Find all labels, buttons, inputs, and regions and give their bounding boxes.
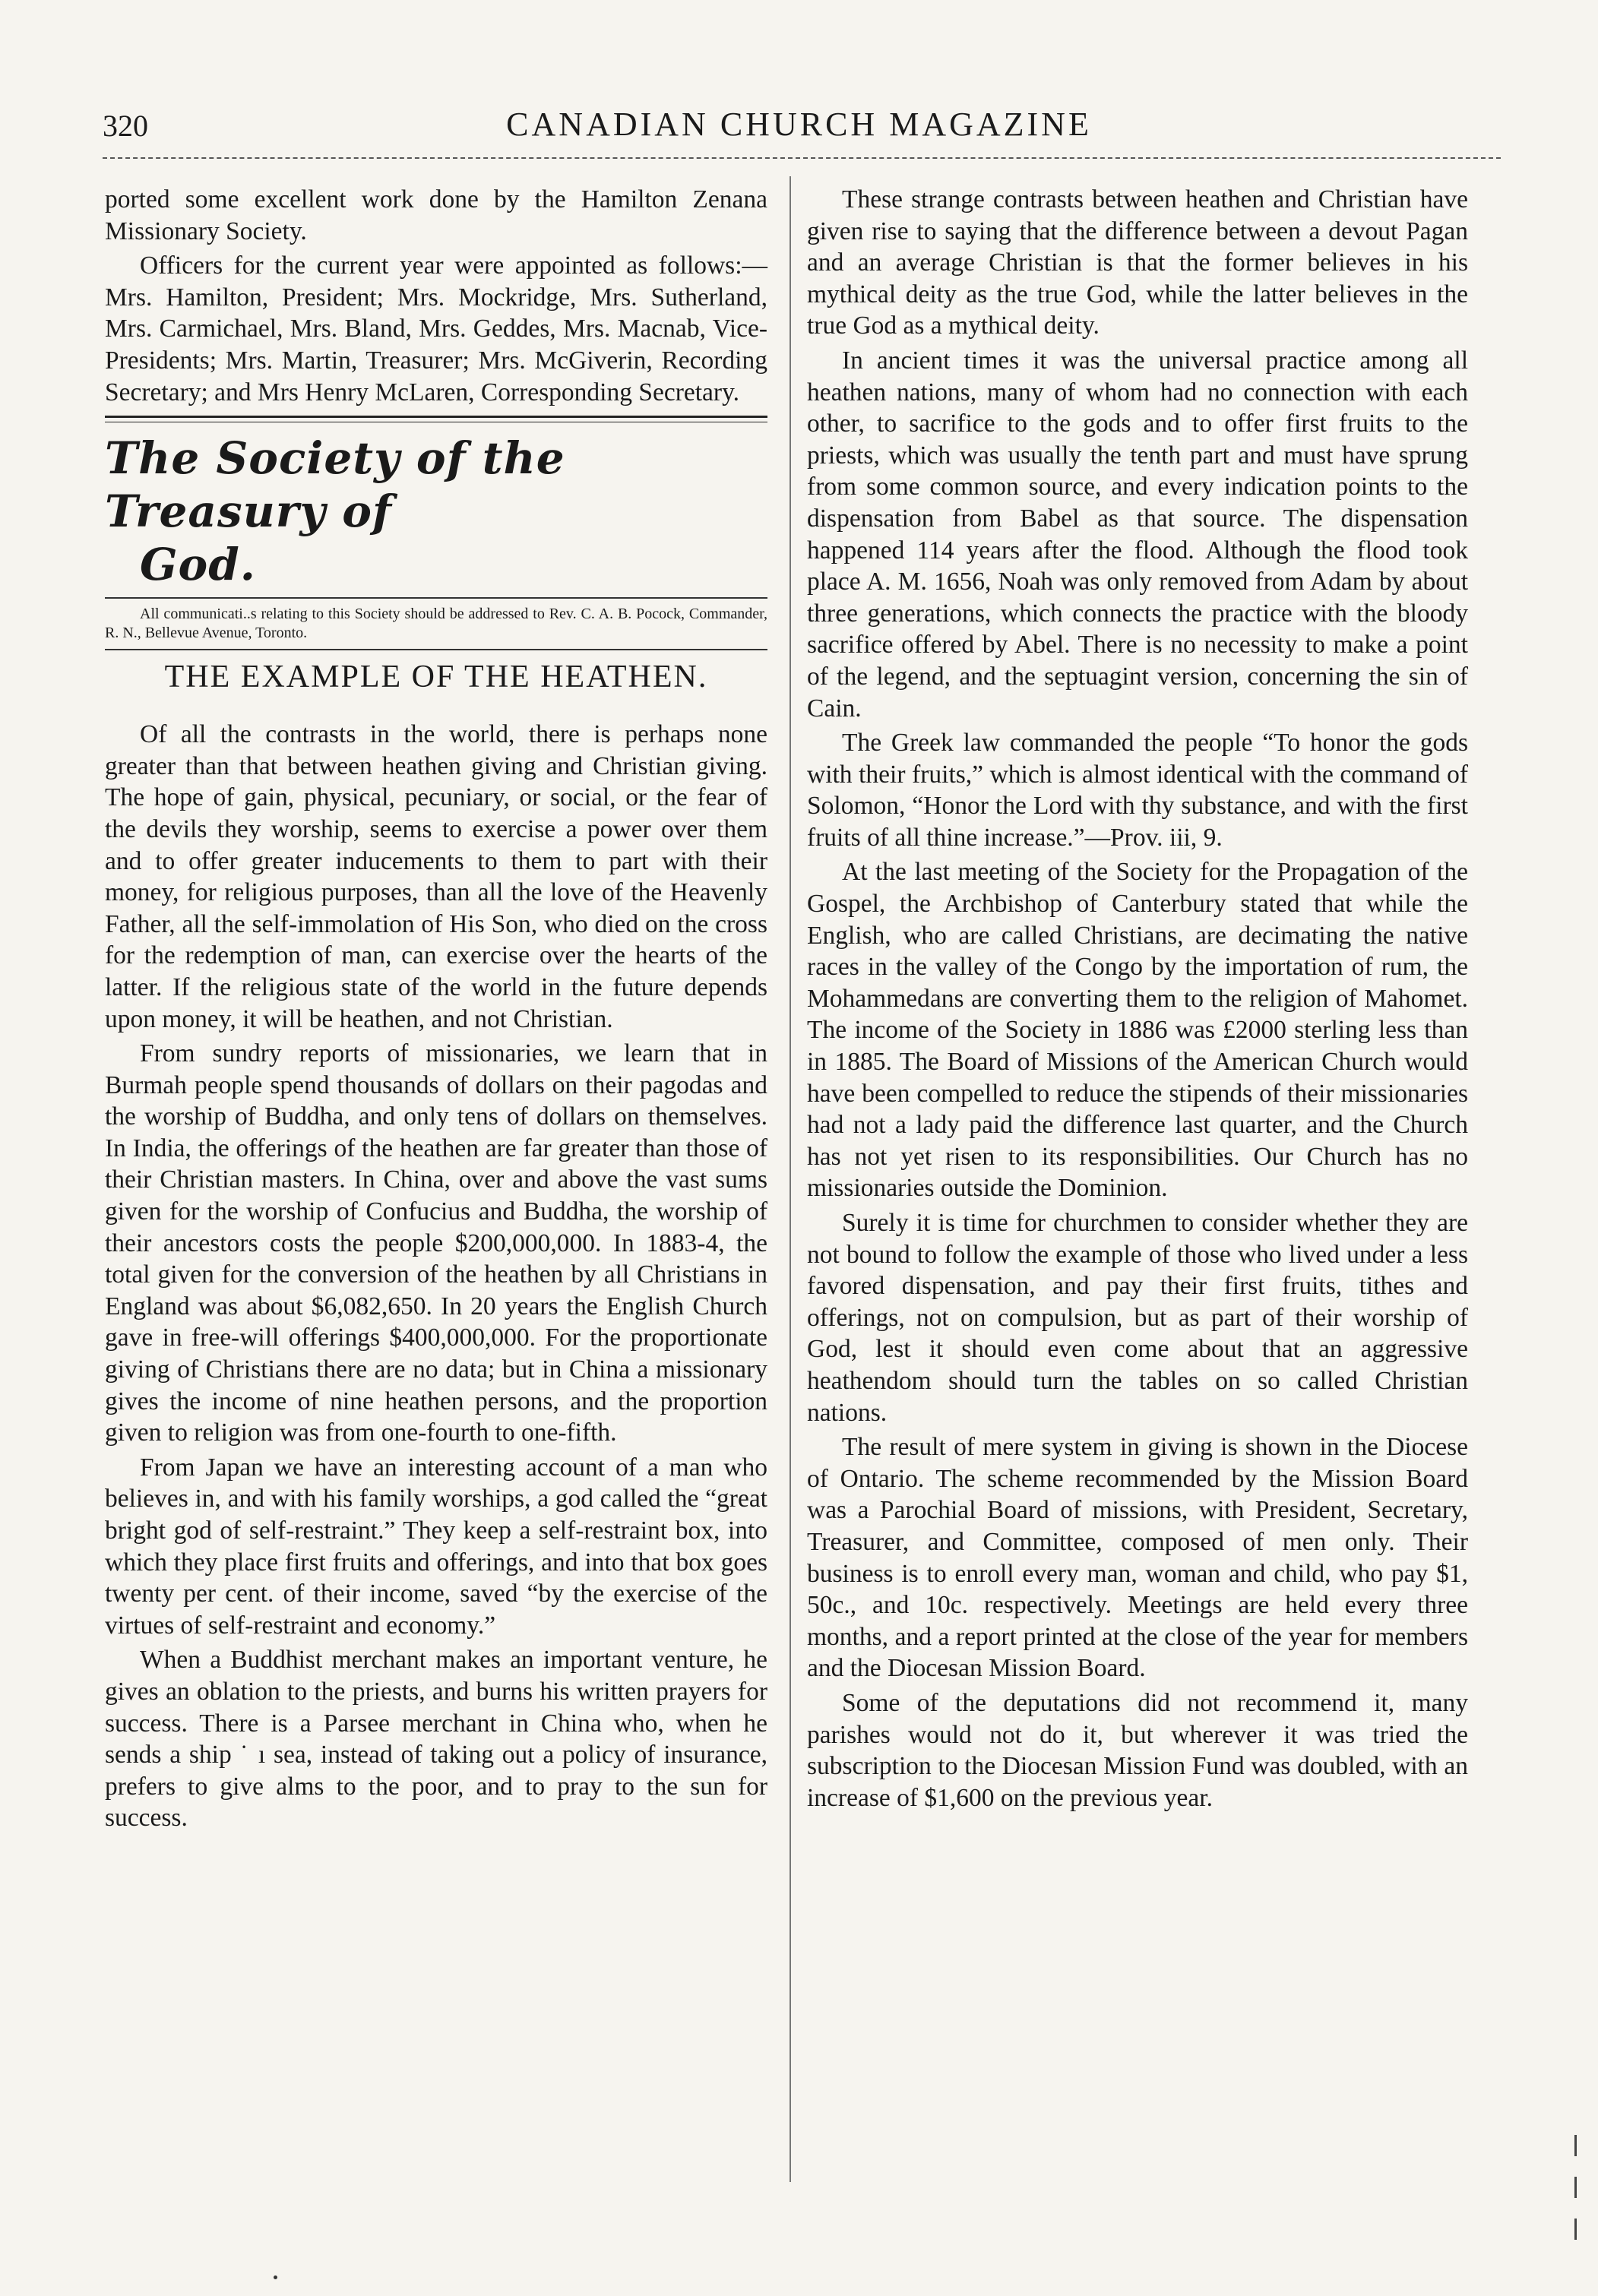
paragraph: These strange contrasts between heathen and Christian have given rise to saying that the difference between a devout Pagan and an average Christian is that the former believes in his mythical deity as the true God, while the latter believes in the true God as a mythical deity. — [807, 185, 1468, 340]
society-title-line: God. — [140, 539, 256, 591]
paragraph: The Greek law commanded the people “To honor the gods with their fruits,” which is almost identical with the command of Solomon, “Honor the Lord with thy substance, and with the first fruits of all thine increase.”—Prov. iii, 9. — [807, 729, 1468, 852]
paragraph: Of all the contrasts in the world, there is perhaps none greater than that between heathen giving and Christian giving. The hope of gain, physical, pecuniary, or social, or the fear of the devils they worship, seems to exercise a power over them and to offer greater inducements to them to part with their money, for religious purposes, than all the love of the Heavenly Father, all the self-immolation of His Son, who died on the cross for the redemption of man, can exercise over the hearts of the latter. If the religious state of the world in the future depends upon money, it will be heathen, and not Christian. — [105, 720, 767, 1033]
paragraph: From sundry reports of missionaries, we learn that in Burmah people spend thousands of dollars on their pagodas and the worship of Buddha, and only tens of dollars on themselves. In India, the offerings of the heathen are far greater than those of their Christian masters. In China, over and above the vast sums given for the worship of Confucius and Buddha, the worship of their ancestors costs the people $200,000,000. In 1883-4, the total given for the conversion of the heathen by all Christians in England was about $6,082,650. In 20 years the English Church gave in free-will offerings $400,000,000. For the proportionate giving of Christians there are no data; but in China a missionary gives the income of nine heathen persons, and the proportion given to religion was from one-fourth to one-fifth. — [105, 1039, 767, 1447]
society-title — [105, 432, 767, 591]
society-title-line: The Society of the Treasury of — [105, 432, 565, 538]
print-speck — [274, 2275, 277, 2279]
running-title: CANADIAN CHURCH MAGAZINE — [506, 106, 1092, 143]
paragraph: In ancient times it was the universal practice among all heathen nations, many of whom had no connection with each other, to sacrifice to the gods and to offer first fruits to the priests, which was usually the tenth part and must have sprung from some common source, and every indication points to the dispensation from Babel as that source. The dispensation happened 114 years after the flood. Although the flood took place A. M. 1656, Noah was only removed from Adam by about three generations, which connects the practice with the bloody sacrifice offered by Abel. There is no necessity to make a point of the legend, and the septuagint version, concerning the sin of Cain. — [807, 346, 1468, 723]
paragraph: When a Buddhist merchant makes an important venture, he gives an oblation to the priests, and burns his written prayers for success. There is a Parsee merchant in China who, when he sends a ship ˙ ı sea, instead of taking out a policy of insurance, prefers to give alms to the poor, and to pray to the sun for success. — [105, 1646, 767, 1833]
paragraph: The result of mere system in giving is shown in the Diocese of Ontario. The scheme recommended by the Mission Board was a Parochial Board of missions, with President, Secretary, Treasurer, and Committee, composed of men only. Their business is to enroll every man, woman and child, who pay $1, 50c., and 10c. respectively. Meetings are held every three months, and a report printed at the close of the year for members and the Diocesan Mission Board. — [807, 1433, 1468, 1683]
header-rule — [103, 157, 1501, 159]
paragraph: Surely it is time for churchmen to consider whether they are not bound to follow the example of those who lived under a less favored dispensation, and pay their first fruits, tithes and offerings, not on compulsion, but as part of their worship of God, lest it should even come about that an aggressive heathendom should turn the tables on so called Christian nations. — [807, 1209, 1468, 1427]
section-rule — [105, 649, 767, 650]
section-rule — [105, 416, 767, 422]
paragraph: ported some excellent work done by the Hamilton Zenana Missionary Society. — [105, 185, 767, 245]
section-rule — [105, 597, 767, 599]
article-heading: THE EXAMPLE OF THE HEATHEN. — [164, 659, 708, 695]
paragraph: At the last meeting of the Society for the Propagation of the Gospel, the Archbishop of Canterbury stated that while the English, who are called Christians, are decimating the native races in the valley of the Congo by the importation of rum, the Mohammedans are converting them to the religion of Mahomet. The income of the Society in 1886 was £2000 sterling less than in 1885. The Board of Missions of the American Church would have been compelled to reduce the stipends of their missionaries had not a lady paid the difference last quarter, and the Church has not yet risen to its responsibilities. Our Church has no missionaries outside the Dominion. — [807, 858, 1468, 1203]
left-column — [105, 184, 767, 1834]
margin-mark — [1574, 2177, 1577, 2198]
column-divider — [790, 176, 791, 2182]
page-number: 320 — [103, 109, 148, 143]
society-note: All communicati..s relating to this Society should be addressed to Rev. C. A. B. Pocock, Commander, R. N., Bellevue Avenue, Toronto. — [105, 606, 767, 642]
margin-mark — [1574, 2135, 1577, 2156]
paragraph: Some of the deputations did not recommend it, many parishes would not do it, but wherever it was tried the subscription to the Diocesan Mission Fund was doubled, with an increase of $1,600 on the previous year. — [807, 1688, 1468, 1812]
paragraph: From Japan we have an interesting account of a man who believes in, and with his family worships, a god called the “great bright god of self-restraint.” They keep a self-restraint box, into which they place first fruits and offerings, and into that box goes twenty per cent. of their income, saved “by the exercise of the virtues of self-restraint and economy.” — [105, 1453, 767, 1640]
margin-mark — [1574, 2219, 1577, 2240]
right-column — [807, 184, 1468, 1814]
paragraph: Officers for the current year were appointed as follows:—Mrs. Hamilton, President; Mrs. Mockridge, Mrs. Sutherland, Mrs. Carmichael, Mrs. Bland, Mrs. Geddes, Mrs. Macnab, Vice-Presidents; Mrs. Martin, Treasurer; Mrs. McGiverin, Recording Secretary; and Mrs Henry McLaren, Corresponding Secretary. — [105, 251, 767, 406]
